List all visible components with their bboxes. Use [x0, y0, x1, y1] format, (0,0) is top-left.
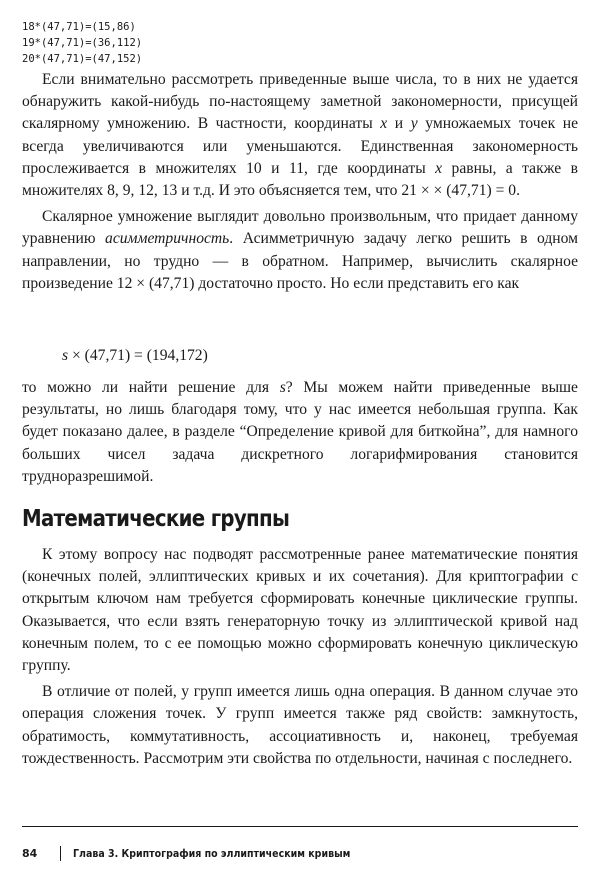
code-line: 18*(47,71)=(15,86) [22, 21, 136, 33]
code-block [22, 19, 142, 67]
page-number: 84 [22, 847, 38, 860]
formula: s × (47,71) = (194,172) [62, 347, 208, 364]
page-footer [22, 846, 396, 861]
paragraph-2: Скалярное умножение выглядит довольно произвольным, что придает данному уравнению асимметричность. Асимметричную задачу легко решить в одном направлении, но трудно — в обратном. Например, вычислить скалярное произведение 12 × (47,71) достаточно просто. Но если представить его как [22, 208, 578, 292]
paragraph-3: то можно ли найти решение для s? Мы можем найти приведенные выше результаты, но лишь благодаря тому, что у нас имеется небольшая группа. Как будет показано далее, в разделе “Определение кривой для биткойна”, для намного больших чисел задача дискретного логарифмирования становится трудноразрешимой. [22, 379, 578, 485]
chapter-title: Глава 3. Криптография по эллиптическим кривым [73, 847, 351, 860]
code-line: 19*(47,71)=(36,112) [22, 37, 143, 49]
text-section-2 [22, 377, 578, 488]
footer-divider [22, 826, 578, 827]
paragraph-1: Если внимательно рассмотреть приведенные выше числа, то в них не удается обнаружить какой-нибудь по-настоящему заметной закономерности, присущей скалярному умножению. В частности, координаты x и y умножаемых точек не всегда увеличиваются или уменьшаются. Единственная закономерность прослеживается в множителях 10 и 11, где координаты x равны, а также в множителях 8, 9, 12, 13 и т.д. И это объясняется тем, что 21 × × (47,71) = 0. [22, 71, 578, 200]
text-section-1 [22, 69, 578, 295]
paragraph-4: К этому вопросу нас подводят рассмотренные ранее математические понятия (конечных полей, эллиптических кривых и их сочетания). Для криптографии с открытым ключом нам требуется сформировать конечные циклические группы. Оказывается, что если взять генераторную точку из эллиптической кривой над конечным полем, то с ее помощью можно сформировать конечную циклическую группу. [22, 546, 578, 675]
text-section-3 [22, 544, 578, 770]
section-heading: Математические группы [22, 506, 290, 532]
footer-separator [60, 846, 61, 861]
paragraph-5: В отличие от полей, у групп имеется лишь одна операция. В данном случае это операция сложения точек. У групп имеется также ряд свойств: замкнутость, обратимость, коммутативность, ассоциативность и, наконец, требуемая тождественность. Рассмотрим эти свойства по отдельности, начиная с последнего. [22, 683, 578, 767]
code-line: 20*(47,71)=(47,152) [22, 53, 143, 65]
